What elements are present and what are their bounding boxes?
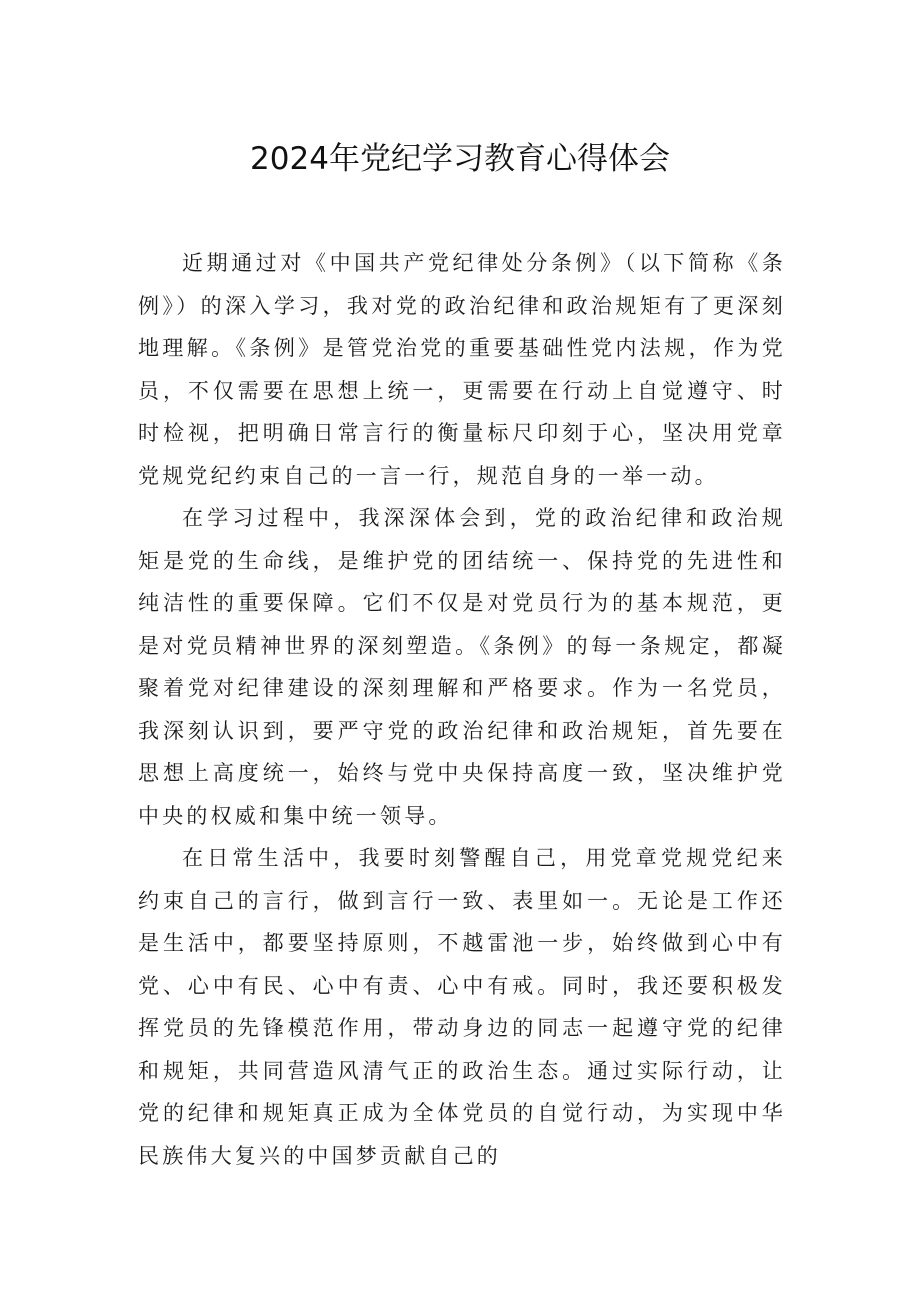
paragraph-2: 在学习过程中，我深深体会到，党的政治纪律和政治规矩是党的生命线，是维护党的团结统一、保持党的先进性和纯洁性的重要保障。它们不仅是对党员行为的基本规范，更是对党员精神世界的深刻塑造。《条例》的每一条规定，都凝聚着党对纪律建设的深刻理解和严格要求。作为一名党员，我深刻认识到，要严守党的政治纪律和政治规矩，首先要在思想上高度统一，始终与党中央保持高度一致，坚决维护党中央的权威和集中统一领导。 xyxy=(138,506,786,828)
document-body xyxy=(138,242,786,1177)
document-title: 2024年党纪学习教育心得体会 xyxy=(250,141,670,177)
paragraph-3: 在日常生活中，我要时刻警醒自己，用党章党规党纪来约束自己的言行，做到言行一致、表里如一。无论是工作还是生活中，都要坚持原则，不越雷池一步，始终做到心中有党、心中有民、心中有责、心中有戒。同时，我还要积极发挥党员的先锋模范作用，带动身边的同志一起遵守党的纪律和规矩，共同营造风清气正的政治生态。通过实际行动，让党的纪律和规矩真正成为全体党员的自觉行动，为实现中华民族伟大复兴的中国梦贡献自己的 xyxy=(138,846,786,1168)
paragraph-1: 近期通过对《中国共产党纪律处分条例》（以下简称《条例》）的深入学习，我对党的政治纪律和政治规矩有了更深刻地理解。《条例》是管党治党的重要基础性党内法规，作为党员，不仅需要在思想上统一，更需要在行动上自觉遵守、时时检视，把明确日常言行的衡量标尺印刻于心，坚决用党章党规党纪约束自己的一言一行，规范自身的一举一动。 xyxy=(138,251,786,488)
